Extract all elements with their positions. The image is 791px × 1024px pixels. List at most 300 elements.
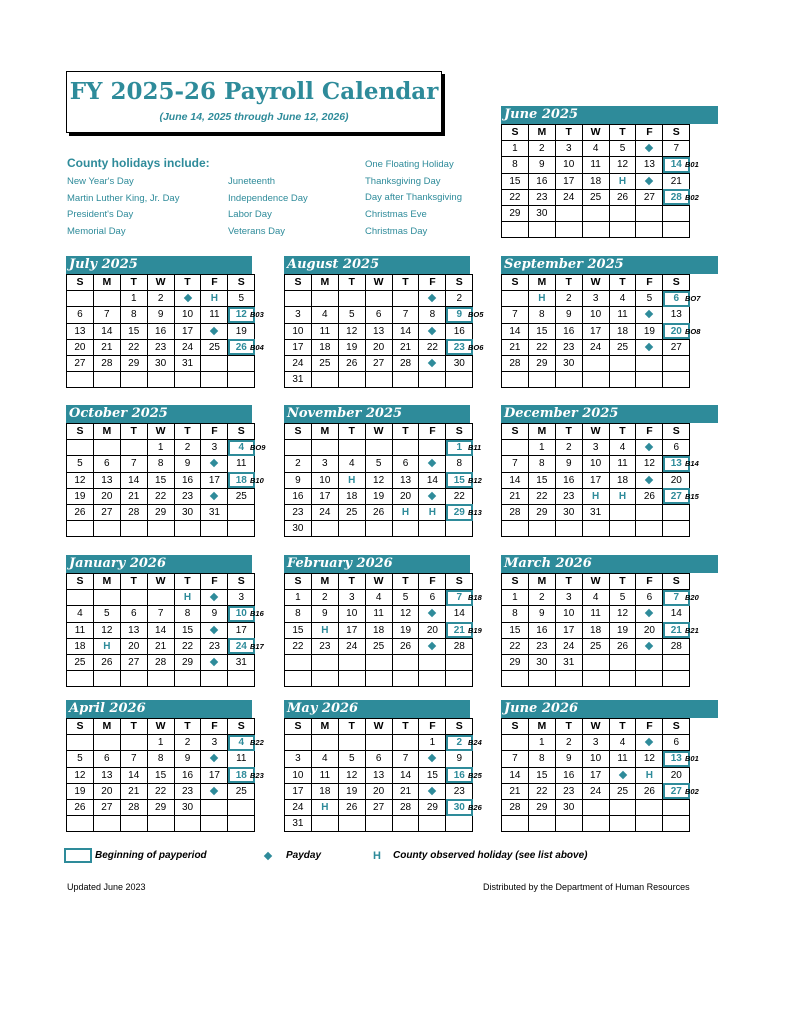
empty-cell [120,372,147,388]
day-cell: 12 [636,751,663,767]
payday-cell [609,767,636,783]
empty-cell [582,222,609,238]
month-title: June 2026 [501,700,718,718]
day-cell: 25 [365,638,392,654]
empty-cell [120,816,147,832]
month-table [501,274,690,388]
day-cell: 15 [528,323,555,339]
holiday-cell: H [201,291,228,307]
month-calendar [501,405,718,537]
empty-cell [609,205,636,221]
week-row [285,307,473,323]
payperiod-legend-box [64,848,92,863]
day-cell: 3 [201,440,228,456]
day-cell: 12 [636,456,663,472]
day-cell: 9 [446,751,473,767]
day-cell: 11 [201,307,228,323]
payperiod-code: B22 [250,738,264,748]
payday-diamond-icon [645,642,653,650]
payday-cell [636,606,663,622]
day-cell: 31 [582,504,609,520]
payday-cell [201,590,228,606]
empty-cell [663,521,690,537]
empty-cell [663,355,690,371]
payday-diamond-icon [645,443,653,451]
week-row [502,590,690,606]
day-cell: 2 [311,590,338,606]
day-cell: 29 [502,205,529,221]
empty-cell [609,799,636,815]
week-row [502,355,690,371]
payperiod-code: BO7 [685,294,701,304]
payday-diamond-icon [618,770,626,778]
day-cell: 30 [174,504,201,520]
day-header: W [147,424,174,440]
empty-cell [365,372,392,388]
payday-cell [636,141,663,157]
week-row [285,504,473,520]
day-cell: 7 [502,751,529,767]
day-header: T [555,275,582,291]
day-cell: 31 [285,816,312,832]
month-calendar [284,700,482,832]
week-row [67,816,255,832]
day-cell: 5 [67,456,94,472]
empty-cell [201,671,228,687]
day-header: M [93,424,120,440]
empty-cell [528,521,555,537]
day-cell: 4 [311,751,338,767]
holiday-item: One Floating Holiday [365,159,454,170]
empty-cell [67,440,94,456]
day-cell: 9 [555,307,582,323]
day-header: W [365,574,392,590]
day-cell: 25 [228,783,255,799]
day-cell: 31 [201,504,228,520]
holiday-item: Veterans Day [228,226,286,238]
payday-diamond-icon [428,492,436,500]
empty-cell [609,654,636,670]
day-cell: 26 [338,355,365,371]
empty-cell [663,205,690,221]
week-row [502,622,690,638]
day-cell: 1 [147,735,174,751]
empty-cell [502,291,529,307]
payperiod-start-cell: 24 [228,638,255,654]
month-table [501,423,690,537]
week-row [285,783,473,799]
payday-diamond-icon [264,852,272,860]
day-header: M [528,424,555,440]
empty-cell [582,799,609,815]
day-header: T [174,424,201,440]
payperiod-code: B24 [468,738,482,748]
day-cell: 12 [392,606,419,622]
holiday-item: Thanksgiving Day [365,175,441,187]
holiday-cell: H [311,799,338,815]
payperiod-legend-label: Beginning of payperiod [95,850,207,861]
day-cell: 6 [120,606,147,622]
holiday-item: Labor Day [228,209,272,221]
day-cell: 29 [174,654,201,670]
week-row [67,735,255,751]
day-cell: 12 [93,622,120,638]
payperiod-code: BO8 [685,326,701,336]
week-row [502,654,690,670]
day-header: W [582,125,609,141]
empty-cell [147,521,174,537]
day-cell: 21 [502,783,529,799]
day-cell: 16 [555,472,582,488]
week-row [67,323,255,339]
empty-cell [392,440,419,456]
empty-cell [528,222,555,238]
day-cell: 6 [365,307,392,323]
payperiod-start-cell: 18 [228,767,255,783]
day-header: M [528,574,555,590]
payday-cell [201,654,228,670]
day-cell: 16 [528,622,555,638]
payday-diamond-icon [645,475,653,483]
day-cell: 27 [365,355,392,371]
payperiod-code: B19 [468,625,482,635]
empty-cell [663,671,690,687]
empty-cell [636,816,663,832]
empty-cell [609,504,636,520]
day-cell: 29 [147,799,174,815]
day-cell: 19 [609,622,636,638]
week-row [502,456,690,472]
day-cell: 30 [446,355,473,371]
holiday-item: New Year's Day [67,176,134,187]
month-table [66,423,255,537]
payday-diamond-icon [428,459,436,467]
week-row [502,767,690,783]
day-header: S [67,719,94,735]
day-cell: 7 [392,751,419,767]
day-cell: 16 [147,323,174,339]
payperiod-start-cell: 10 [228,606,255,622]
payperiod-start-cell: 29 [446,504,473,520]
empty-cell [147,671,174,687]
day-cell: 28 [502,355,529,371]
day-cell: 31 [555,654,582,670]
footer-updated: Updated June 2023 [67,882,146,892]
day-cell: 29 [528,799,555,815]
payperiod-code: B26 [468,803,482,812]
empty-cell [419,372,446,388]
day-cell: 28 [120,799,147,815]
week-row [502,638,690,654]
empty-cell [609,816,636,832]
day-cell: 14 [446,606,473,622]
month-title: January 2026 [66,555,252,573]
empty-cell [365,735,392,751]
payday-diamond-icon [428,609,436,617]
day-cell: 26 [338,799,365,815]
day-cell: 20 [365,339,392,355]
day-header: W [582,719,609,735]
day-cell: 6 [663,440,690,456]
day-cell: 9 [555,456,582,472]
week-row [502,751,690,767]
day-cell: 24 [285,799,312,815]
day-header: S [285,719,312,735]
day-cell: 27 [636,189,663,205]
empty-cell [636,355,663,371]
empty-cell [311,440,338,456]
empty-cell [120,440,147,456]
payday-cell [201,783,228,799]
empty-cell [636,799,663,815]
day-header: M [311,424,338,440]
day-cell: 23 [446,783,473,799]
empty-cell [582,654,609,670]
day-cell: 8 [419,307,446,323]
empty-cell [338,671,365,687]
day-cell: 25 [228,488,255,504]
day-cell: 18 [582,173,609,189]
day-header: S [502,719,529,735]
month-table [284,423,473,537]
day-cell: 11 [609,307,636,323]
day-cell: 26 [392,638,419,654]
payperiod-code: B16 [250,609,264,619]
payperiod-start-cell: 15 [446,472,473,488]
payperiod-start-cell: 13 [663,456,690,472]
week-row [67,372,255,388]
day-header: T [174,574,201,590]
day-cell: 19 [636,323,663,339]
day-cell: 14 [392,767,419,783]
day-cell: 10 [555,157,582,173]
day-cell: 1 [285,590,312,606]
week-row [67,751,255,767]
day-header: F [636,125,663,141]
payday-cell [636,173,663,189]
day-cell: 14 [120,472,147,488]
day-cell: 3 [228,590,255,606]
empty-cell [392,654,419,670]
day-cell: 5 [228,291,255,307]
day-cell: 22 [419,339,446,355]
day-header: W [582,275,609,291]
week-row [67,339,255,355]
day-cell: 8 [528,751,555,767]
day-cell: 22 [502,638,529,654]
month-title: March 2026 [501,555,718,573]
day-cell: 5 [67,751,94,767]
payperiod-start-cell: 7 [663,590,690,606]
payperiod-start-cell: 4 [228,440,255,456]
day-cell: 8 [528,456,555,472]
day-cell: 30 [174,799,201,815]
empty-cell [201,355,228,371]
empty-cell [392,735,419,751]
day-header: T [120,574,147,590]
empty-cell [174,816,201,832]
payperiod-code: B13 [468,508,482,517]
empty-cell [365,654,392,670]
day-header: M [311,574,338,590]
day-header: S [228,275,255,291]
day-cell: 28 [392,355,419,371]
week-row [67,521,255,537]
day-cell: 9 [174,751,201,767]
month-calendar [284,405,482,537]
day-cell: 7 [663,141,690,157]
week-row [502,291,690,307]
day-cell: 21 [392,783,419,799]
payperiod-code: B21 [685,625,699,635]
payday-cell [201,622,228,638]
day-cell: 8 [528,307,555,323]
payperiod-start-cell: 21 [446,622,473,638]
day-cell: 23 [147,339,174,355]
payperiod-code: B25 [468,770,482,780]
day-header: F [636,424,663,440]
holiday-cell: H [174,590,201,606]
empty-cell [365,816,392,832]
day-header: S [663,125,690,141]
holiday-cell: H [392,504,419,520]
day-cell: 19 [338,339,365,355]
day-cell: 8 [502,606,529,622]
payperiod-code: B20 [685,593,699,603]
day-cell: 20 [636,622,663,638]
day-cell: 13 [365,323,392,339]
payperiod-code: B01 [685,754,699,764]
payperiod-code: B04 [250,342,264,352]
empty-cell [392,816,419,832]
payperiod-start-cell: 16 [446,767,473,783]
day-cell: 29 [419,799,446,815]
day-cell: 20 [392,488,419,504]
day-header: T [555,719,582,735]
week-row [285,767,473,783]
empty-cell [392,291,419,307]
day-cell: 21 [93,339,120,355]
day-cell: 22 [120,339,147,355]
holiday-item: Christmas Eve [365,209,427,221]
empty-cell [528,816,555,832]
day-cell: 24 [555,189,582,205]
day-cell: 10 [285,323,312,339]
payday-diamond-icon [183,294,191,302]
empty-cell [285,440,312,456]
day-header: M [311,275,338,291]
day-cell: 23 [528,189,555,205]
week-row [285,456,473,472]
payperiod-code: B18 [468,593,482,603]
day-cell: 1 [528,440,555,456]
payperiod-start-cell: 13 [663,751,690,767]
payday-cell [419,355,446,371]
holiday-item: Juneteenth [228,176,276,187]
holiday-cell: H [93,638,120,654]
day-header: S [502,275,529,291]
empty-cell [419,654,446,670]
empty-cell [392,372,419,388]
empty-cell [365,291,392,307]
day-cell: 6 [93,751,120,767]
payday-diamond-icon [210,625,218,633]
day-cell: 23 [528,638,555,654]
day-cell: 5 [609,141,636,157]
day-cell: 30 [528,654,555,670]
day-cell: 22 [147,783,174,799]
day-cell: 16 [555,323,582,339]
payday-diamond-icon [645,738,653,746]
week-row [502,488,690,504]
day-cell: 14 [502,767,529,783]
day-header: T [120,275,147,291]
empty-cell [502,222,529,238]
day-cell: 16 [555,767,582,783]
payday-diamond-icon [428,787,436,795]
payperiod-code: B23 [250,770,264,780]
day-cell: 1 [147,440,174,456]
payperiod-start-cell: 12 [228,307,255,323]
day-header: M [311,719,338,735]
day-header: S [446,275,473,291]
empty-cell [446,654,473,670]
day-header: T [609,574,636,590]
week-row [67,488,255,504]
week-row [67,355,255,371]
payperiod-code: BO5 [468,310,484,320]
week-row [285,654,473,670]
payperiod-code: BO9 [250,443,266,453]
empty-cell [285,291,312,307]
day-cell: 7 [502,307,529,323]
week-row [67,456,255,472]
title-box [66,71,442,133]
day-cell: 26 [67,504,94,520]
day-cell: 11 [228,456,255,472]
day-cell: 19 [365,488,392,504]
day-cell: 23 [174,488,201,504]
week-row [285,590,473,606]
day-cell: 18 [338,488,365,504]
day-header: F [419,574,446,590]
day-cell: 13 [67,323,94,339]
empty-cell [502,671,529,687]
day-cell: 13 [663,307,690,323]
day-cell: 19 [228,323,255,339]
day-cell: 10 [582,307,609,323]
day-cell: 5 [93,606,120,622]
week-row [285,488,473,504]
day-header: T [392,424,419,440]
day-cell: 26 [636,488,663,504]
day-header: T [555,574,582,590]
day-header: T [120,424,147,440]
day-cell: 16 [285,488,312,504]
empty-cell [555,205,582,221]
day-cell: 25 [201,339,228,355]
day-cell: 20 [93,783,120,799]
day-header: T [174,719,201,735]
day-header: T [609,275,636,291]
day-cell: 24 [338,638,365,654]
day-cell: 5 [365,456,392,472]
day-header: S [228,719,255,735]
day-cell: 2 [147,291,174,307]
day-cell: 25 [338,504,365,520]
day-cell: 13 [93,767,120,783]
empty-cell [636,222,663,238]
